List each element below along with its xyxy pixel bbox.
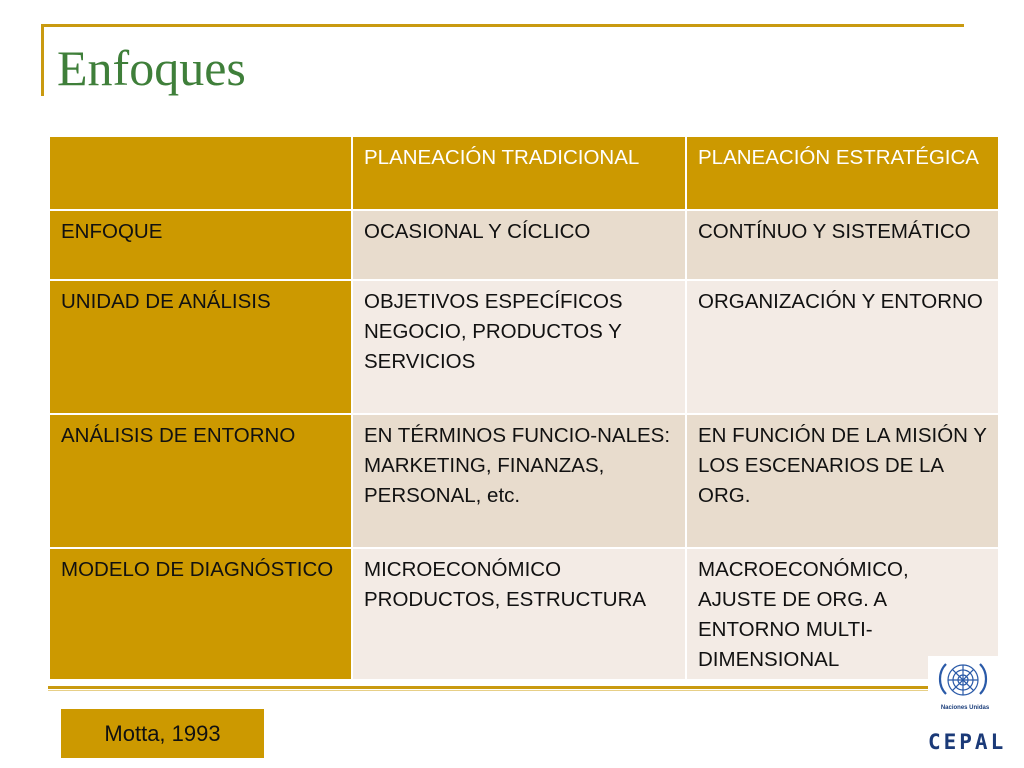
header-cell-tradicional: PLANEACIÓN TRADICIONAL	[352, 136, 686, 210]
bottom-rule-thin	[48, 690, 964, 691]
row-label: MODELO DE DIAGNÓSTICO	[49, 548, 352, 680]
header-cell-estrategica: PLANEACIÓN ESTRATÉGICA	[686, 136, 999, 210]
table-row	[49, 210, 999, 280]
row-label: ANÁLISIS DE ENTORNO	[49, 414, 352, 548]
cell-estrategica: EN FUNCIÓN DE LA MISIÓN Y LOS ESCENARIOS DE LA ORG.	[686, 414, 999, 548]
slide-title: Enfoques	[57, 40, 246, 96]
top-rule	[41, 24, 964, 27]
cell-tradicional: MICROECONÓMICO PRODUCTOS, ESTRUCTURA	[352, 548, 686, 680]
row-label: UNIDAD DE ANÁLISIS	[49, 280, 352, 414]
bottom-rule	[48, 686, 964, 689]
cell-tradicional: OCASIONAL Y CÍCLICO	[352, 210, 686, 280]
table-row	[49, 414, 999, 548]
table-header-row	[49, 136, 999, 210]
cell-estrategica: ORGANIZACIÓN Y ENTORNO	[686, 280, 999, 414]
left-rule	[41, 24, 44, 96]
table-row	[49, 280, 999, 414]
header-cell-empty	[49, 136, 352, 210]
table-row	[49, 548, 999, 680]
cepal-wordmark: CEPAL	[928, 722, 998, 762]
cell-tradicional: EN TÉRMINOS FUNCIO-NALES: MARKETING, FINANZAS, PERSONAL, etc.	[352, 414, 686, 548]
un-org-name: Naciones Unidas	[940, 705, 990, 711]
cell-estrategica: MACROECONÓMICO, AJUSTE DE ORG. A ENTORNO MULTI-DIMENSIONAL	[686, 548, 999, 680]
row-label: ENFOQUE	[49, 210, 352, 280]
comparison-table	[48, 135, 1000, 681]
citation-box: Motta, 1993	[61, 709, 264, 758]
cell-estrategica: CONTÍNUO Y SISTEMÁTICO	[686, 210, 999, 280]
cell-tradicional: OBJETIVOS ESPECÍFICOS NEGOCIO, PRODUCTOS Y SERVICIOS	[352, 280, 686, 414]
